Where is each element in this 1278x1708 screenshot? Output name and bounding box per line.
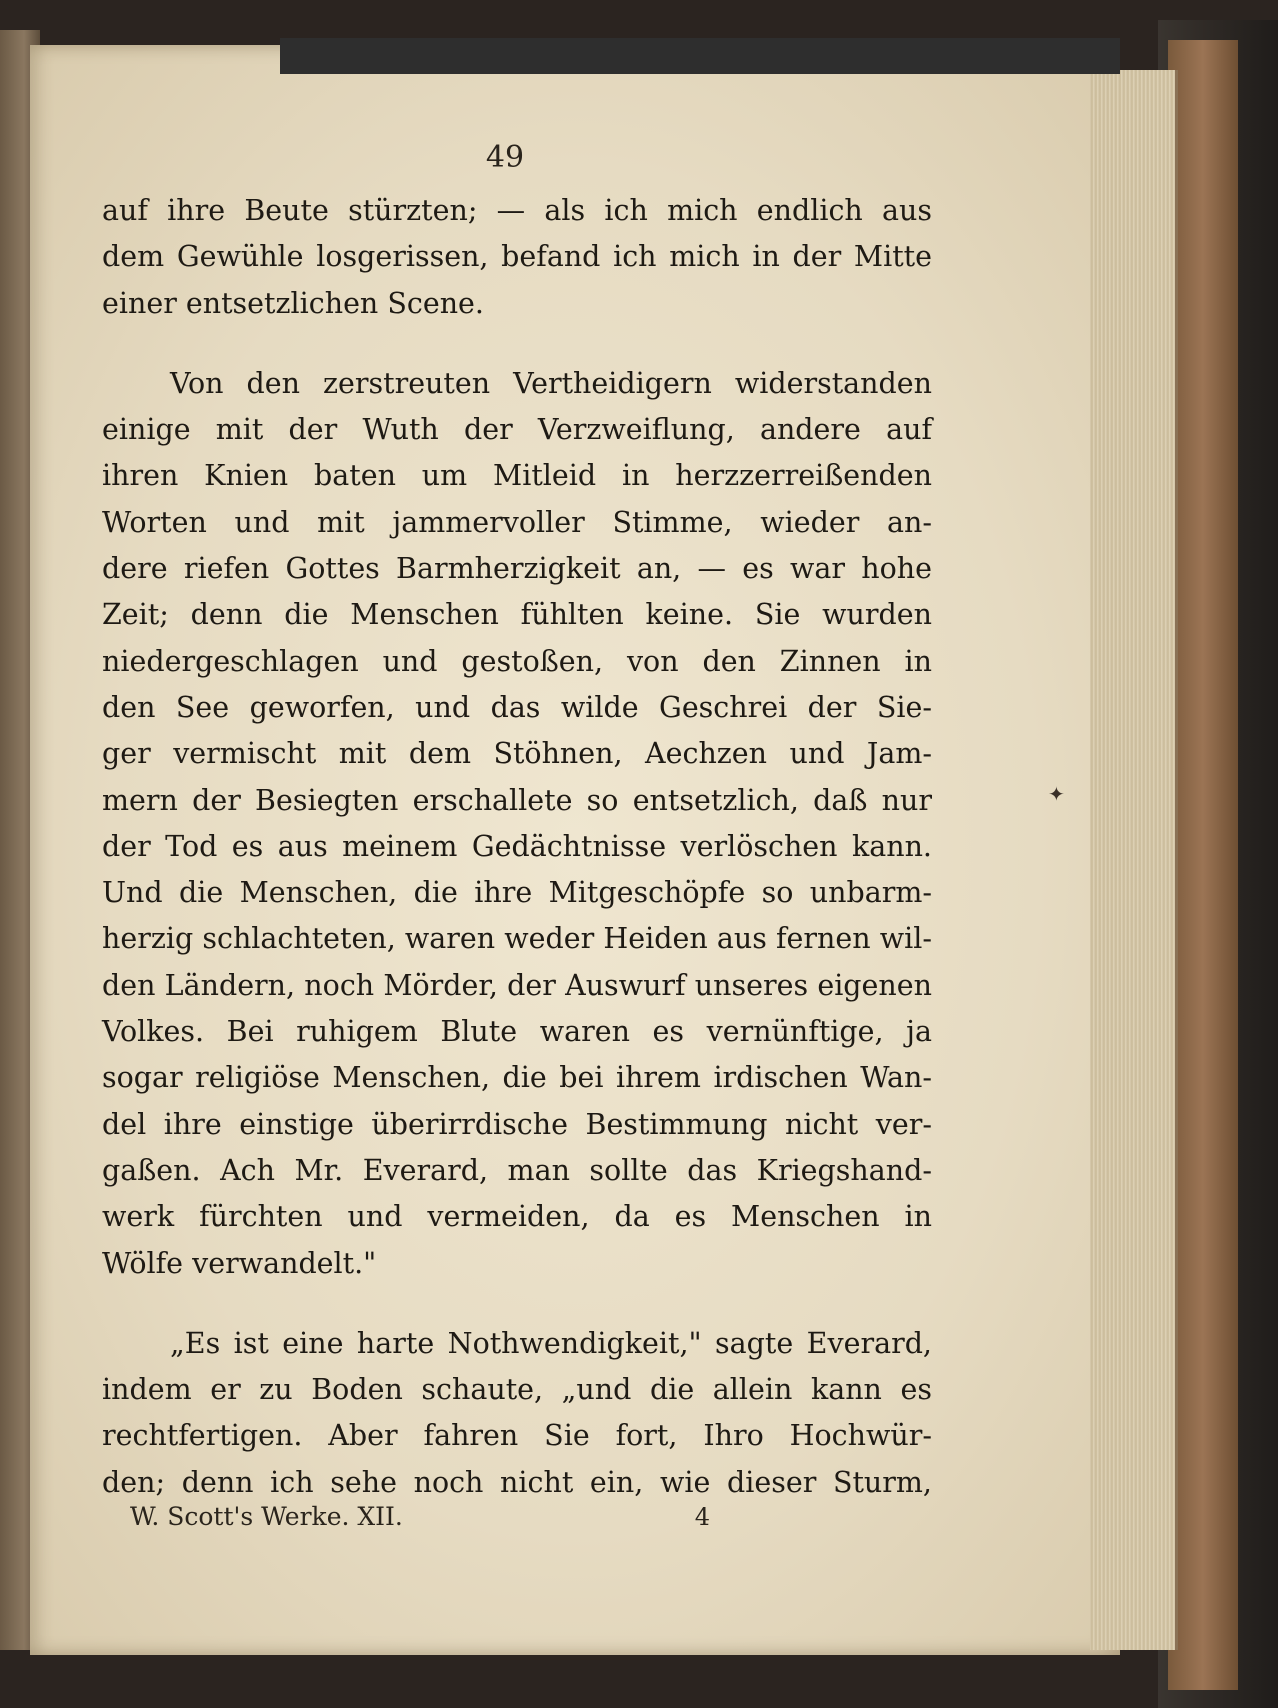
text-line: dere riefen Gottes Barmherzigkeit an, — es war hohe — [102, 552, 932, 586]
paragraph-2 — [102, 361, 932, 1287]
binding-top-edge — [280, 38, 1120, 74]
body-text — [102, 188, 932, 1506]
paragraph-3 — [102, 1321, 932, 1506]
text-line: Wölfe verwandelt." — [102, 1246, 377, 1280]
text-line: auf ihre Beute stürzten; — als ich mich endlich aus — [102, 194, 932, 227]
text-line: rechtfertigen. Aber fahren Sie fort, Ihro Hochwür- — [102, 1419, 932, 1453]
text-line: Und die Menschen, die ihre Mitgeschöpfe so unbarm- — [102, 876, 932, 910]
page-number: 49 — [485, 140, 525, 175]
text-line: Volkes. Bei ruhigem Blute waren es vernünftige, ja — [102, 1015, 932, 1049]
signature-line: W. Scott's Werke. XII. — [130, 1502, 403, 1531]
text-line: gaßen. Ach Mr. Everard, man sollte das Kriegshand- — [102, 1153, 932, 1187]
page-edges — [1090, 70, 1178, 1650]
text-line: werk fürchten und vermeiden, da es Menschen in — [102, 1200, 932, 1234]
text-line: Von den zerstreuten Vertheidigern widerstanden — [170, 366, 932, 400]
text-line: sogar religiöse Menschen, die bei ihrem irdischen Wan- — [102, 1061, 932, 1095]
text-line: ger vermischt mit dem Stöhnen, Aechzen und Jam- — [102, 737, 932, 771]
text-line: niedergeschlagen und gestoßen, von den Zinnen in — [102, 644, 932, 678]
text-line: del ihre einstige überirrdische Bestimmung nicht ver- — [102, 1107, 932, 1141]
text-line: den Ländern, noch Mörder, der Auswurf unseres eigenen — [102, 968, 932, 1002]
text-line: den See geworfen, und das wilde Geschrei der Sie- — [102, 690, 932, 724]
text-line: mern der Besiegten erschallete so entsetzlich, daß nur — [102, 783, 932, 817]
book-cover-leather-strip — [1168, 40, 1238, 1690]
page-footer — [130, 1502, 710, 1531]
text-line: Zeit; denn die Menschen fühlten keine. Sie wurden — [102, 598, 932, 632]
text-line: Worten und mit jammervoller Stimme, wieder an- — [102, 505, 932, 539]
text-line: herzig schlachteten, waren weder Heiden aus fernen wil- — [102, 922, 932, 956]
signature-mark: 4 — [694, 1503, 710, 1531]
text-line: dem Gewühle losgerissen, befand ich mich in der Mitte — [102, 240, 932, 274]
text-line: ihren Knien baten um Mitleid in herzzerreißenden — [102, 459, 932, 493]
paragraph-1 — [102, 188, 932, 327]
text-line: indem er zu Boden schaute, „und die allein kann es — [102, 1373, 932, 1407]
text-line: einer entsetzlichen Scene. — [102, 286, 484, 320]
margin-mark: ✦ — [1048, 782, 1065, 806]
text-line: „Es ist eine harte Nothwendigkeit," sagte Everard, — [170, 1326, 932, 1360]
text-line: den; denn ich sehe noch nicht ein, wie dieser Sturm, — [102, 1465, 932, 1499]
text-line: einige mit der Wuth der Verzweiflung, andere auf — [102, 413, 932, 447]
text-line: der Tod es aus meinem Gedächtnisse verlöschen kann. — [102, 829, 932, 863]
